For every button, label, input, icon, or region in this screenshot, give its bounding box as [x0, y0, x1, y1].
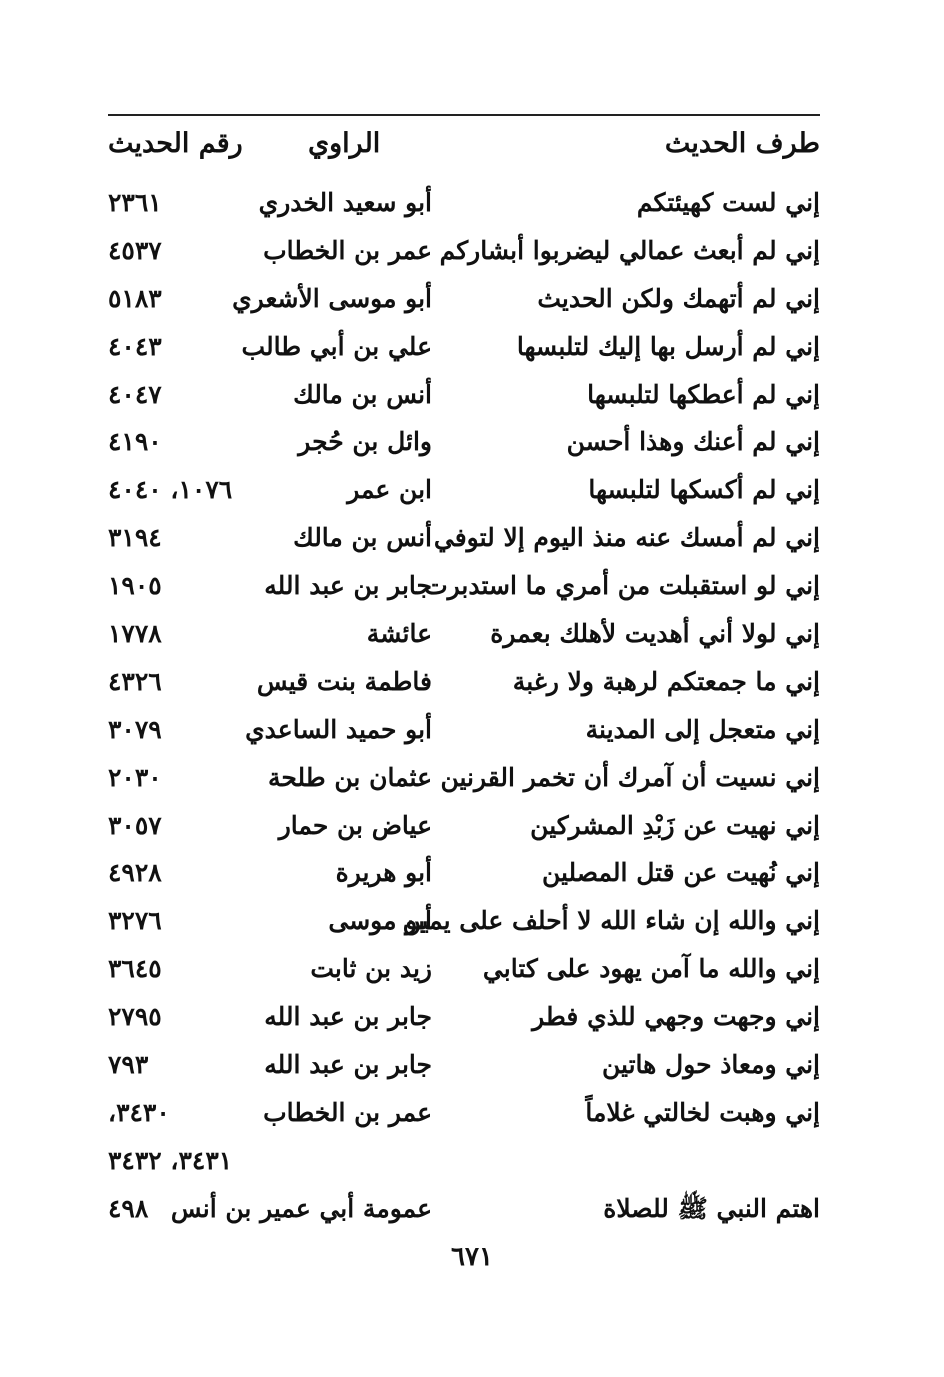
- table-row: [0, 180, 944, 228]
- table-row: [0, 659, 944, 707]
- narrator: أنس بن مالك: [293, 379, 432, 409]
- narrator: عائشة: [366, 619, 432, 649]
- hadith-number: ٤٠٤٣: [108, 331, 162, 361]
- table-row: [0, 372, 944, 420]
- hadith-opening: إني لم أتهمك ولكن الحديث: [537, 283, 820, 313]
- hadith-opening: إني ومعاذ حول هاتين: [602, 1050, 820, 1080]
- narrator: جابر بن عبد الله: [264, 571, 432, 601]
- hadith-opening: إني لم أرسل بها إليك لتلبسها: [516, 331, 820, 361]
- table-row: [0, 467, 944, 515]
- table-row: [0, 563, 944, 611]
- hadith-opening: إني نهيت عن زَبْدِ المشركين: [530, 810, 820, 840]
- column-header-raqm: رقم الحديث: [108, 128, 243, 159]
- narrator: عثمان بن طلحة: [267, 762, 432, 792]
- table-row: [0, 898, 944, 946]
- hadith-number: ٤٥٣٧: [108, 235, 162, 265]
- hadith-index-table: [0, 180, 944, 1234]
- hadith-opening: إني نُهيت عن قتل المصلين: [541, 858, 820, 888]
- hadith-number: ٤٩٨: [108, 1193, 149, 1223]
- hadith-number: ٣٠٧٩: [108, 714, 162, 744]
- hadith-opening: إني وهبت لخالتي غلاماً: [585, 1097, 820, 1127]
- narrator: جابر بن عبد الله: [264, 1002, 432, 1032]
- hadith-opening: إني لم أبعث عمالي ليضربوا أبشاركم: [439, 235, 820, 265]
- hadith-opening: اهتم النبي ﷺ للصلاة: [603, 1193, 820, 1223]
- hadith-opening: إني وجهت وجهي للذي فطر: [532, 1002, 820, 1032]
- table-row: [0, 707, 944, 755]
- hadith-opening: إني نسيت أن آمرك أن تخمر القرنين: [440, 762, 820, 792]
- hadith-number: ٣٤٣١، ٣٤٣٢: [108, 1145, 233, 1175]
- hadith-number: ٣٦٤٥: [108, 954, 162, 984]
- hadith-opening: إني لم أمسك عنه منذ اليوم إلا لتوفي: [433, 523, 820, 553]
- hadith-number: ٤٩٢٨: [108, 858, 162, 888]
- narrator: أنس بن مالك: [293, 523, 432, 553]
- column-header-tarf: طرف الحديث: [664, 128, 820, 159]
- narrator: أبو هريرة: [335, 858, 432, 888]
- narrator: عمر بن الخطاب: [263, 1097, 432, 1127]
- table-row: [0, 1090, 944, 1138]
- hadith-opening: إني لم أكسكها لتلبسها: [588, 475, 820, 505]
- table-row: [0, 994, 944, 1042]
- header-rule: [108, 114, 820, 116]
- table-row: [0, 850, 944, 898]
- hadith-opening: إني لست كهيئتكم: [636, 188, 820, 217]
- hadith-opening: إني ما جمعتكم لرهبة ولا رغبة: [512, 666, 820, 696]
- hadith-opening: إني متعجل إلى المدينة: [585, 714, 820, 744]
- table-row: [0, 276, 944, 324]
- hadith-number: ٣١٩٤: [108, 523, 162, 553]
- hadith-opening: إني لولا أني أهديت لأهلك بعمرة: [490, 619, 820, 649]
- table-row: [0, 755, 944, 803]
- narrator: أبو حميد الساعدي: [245, 714, 432, 744]
- hadith-number: ٧٩٣: [108, 1050, 149, 1080]
- hadith-opening: إني والله ما آمن يهود على كتابي: [482, 954, 820, 984]
- hadith-number: ٥١٨٣: [108, 283, 162, 313]
- column-header-rawi: الراوي: [308, 128, 381, 159]
- hadith-opening: إني لو استقبلت من أمري ما استدبرت: [424, 571, 820, 601]
- hadith-number: ٤٠٤٧: [108, 379, 162, 409]
- narrator: فاطمة بنت قيس: [256, 666, 432, 696]
- hadith-opening: إني لم أعطكها لتلبسها: [587, 379, 820, 409]
- narrator: زيد بن ثابت: [310, 954, 432, 984]
- table-row: [0, 1042, 944, 1090]
- narrator: عمر بن الخطاب: [263, 235, 432, 265]
- table-row: [0, 419, 944, 467]
- hadith-opening: إني لم أعنك وهذا أحسن: [566, 427, 820, 457]
- hadith-number: ٤١٩٠: [108, 427, 162, 457]
- narrator: جابر بن عبد الله: [264, 1050, 432, 1080]
- table-row: [0, 1138, 944, 1186]
- hadith-number: ٢٣٦١: [108, 188, 162, 217]
- table-row: [0, 611, 944, 659]
- table-row: [0, 515, 944, 563]
- narrator: أبو موسى: [328, 906, 432, 936]
- narrator: أبو موسى الأشعري: [232, 283, 432, 313]
- hadith-number: ١٩٠٥: [108, 571, 162, 601]
- narrator: عمومة أبي عمير بن أنس: [170, 1193, 432, 1223]
- narrator: وائل بن حُجر: [298, 427, 432, 457]
- hadith-number: ٣٢٧٦: [108, 906, 162, 936]
- page-number: ٦٧١: [451, 1242, 493, 1272]
- narrator: عياض بن حمار: [278, 810, 432, 840]
- hadith-number: ٣٠٥٧: [108, 810, 162, 840]
- hadith-opening: إني والله إن شاء الله لا أحلف على يمين: [402, 906, 820, 936]
- hadith-number: ٣٤٣٠،: [108, 1097, 170, 1127]
- table-row: [0, 1186, 944, 1234]
- hadith-number: ٤٣٢٦: [108, 666, 162, 696]
- hadith-number: ٢٠٣٠: [108, 762, 162, 792]
- hadith-number: ٢٧٩٥: [108, 1002, 162, 1032]
- hadith-number: ١٠٧٦، ٤٠٤٠: [108, 475, 233, 505]
- narrator: أبو سعيد الخدري: [258, 188, 432, 217]
- table-row: [0, 803, 944, 851]
- narrator: علي بن أبي طالب: [241, 331, 432, 361]
- table-row: [0, 228, 944, 276]
- hadith-number: ١٧٧٨: [108, 619, 162, 649]
- table-row: [0, 946, 944, 994]
- narrator: ابن عمر: [347, 475, 432, 505]
- table-row: [0, 324, 944, 372]
